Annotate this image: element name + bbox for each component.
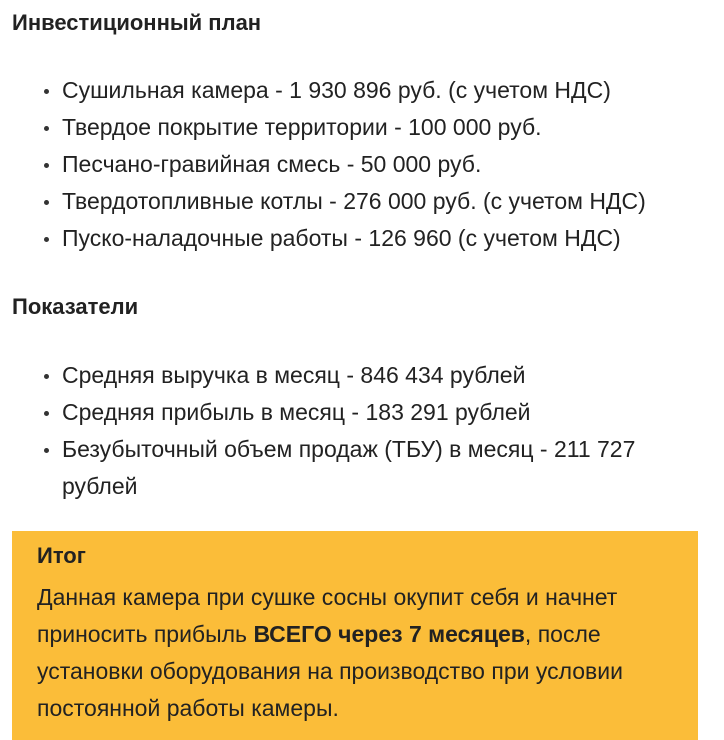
bullet-icon: [44, 411, 49, 416]
list-item: [0, 109, 724, 146]
bullet-icon: [44, 237, 49, 242]
list-item: [0, 357, 724, 394]
list-item-text: Безубыточный объем продаж (ТБУ) в месяц - 211 727 рублей: [62, 436, 636, 499]
list-item-text: Сушильная камера - 1 930 896 руб. (с учетом НДС): [62, 77, 611, 103]
summary-text-start: Данная камера при сушке сосны окупит себя и начнет приносить прибыль: [37, 584, 618, 647]
list-item: [0, 72, 724, 109]
indicators-list: [0, 357, 724, 505]
investment-plan-list: [0, 72, 724, 257]
bullet-icon: [44, 163, 49, 168]
list-item: [0, 183, 724, 220]
summary-text: [37, 579, 674, 727]
list-item: [0, 431, 724, 505]
bullet-icon: [44, 126, 49, 131]
list-item-text: Средняя прибыль в месяц - 183 291 рублей: [62, 399, 531, 425]
summary-title: Итог: [37, 543, 86, 568]
bullet-icon: [44, 200, 49, 205]
list-item-text: Песчано-гравийная смесь - 50 000 руб.: [62, 151, 482, 177]
bullet-icon: [44, 448, 49, 453]
investment-plan-heading: Инвестиционный план: [12, 10, 262, 35]
list-item: [0, 394, 724, 431]
summary-callout: [12, 531, 698, 740]
list-item: [0, 146, 724, 183]
indicators-heading: Показатели: [12, 294, 139, 319]
list-item-text: Твердотопливные котлы - 276 000 руб. (с учетом НДС): [62, 188, 646, 214]
bullet-icon: [44, 89, 49, 94]
list-item: [0, 220, 724, 257]
bullet-icon: [44, 374, 49, 379]
list-item-text: Твердое покрытие территории - 100 000 руб.: [62, 114, 542, 140]
list-item-text: Средняя выручка в месяц - 846 434 рублей: [62, 362, 526, 388]
list-item-text: Пуско-наладочные работы - 126 960 (с учетом НДС): [62, 225, 621, 251]
summary-text-highlight: ВСЕГО через 7 месяцев: [253, 621, 525, 647]
summary-text-end: , после установки оборудования на производство при условии постоянной работы камеры.: [37, 621, 623, 721]
